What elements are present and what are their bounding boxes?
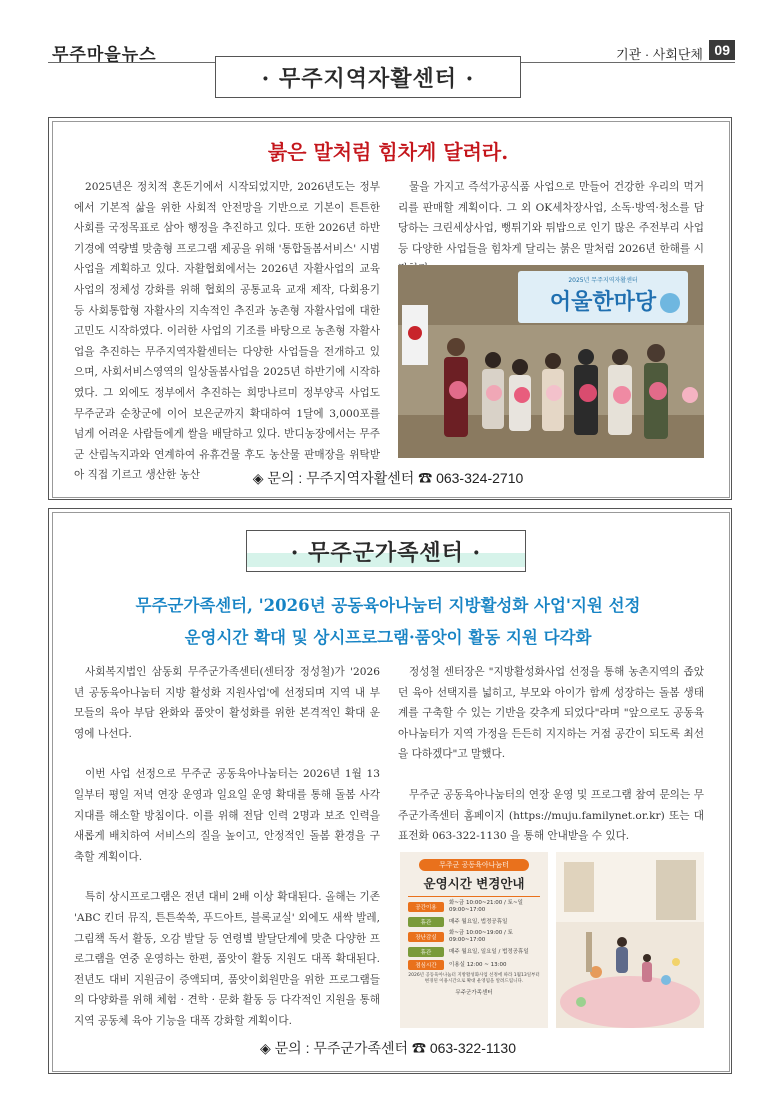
- poster-row-text: 매주 월요일, 법정공휴일: [449, 918, 508, 925]
- article1-left-column: [74, 177, 380, 486]
- article2-contact: [60, 1038, 716, 1058]
- article2-right-paragraph-2: 무주군 공동육아나눔터의 연장 운영 및 프로그램 참여 문의는 무주군가족센터 홈페이지 (https://muju.familynet.or.kr) 또는 대표전화 063-322-1130 을 통해 안내받을 수 있다.: [398, 788, 704, 843]
- poster-title: 운영시간 변경안내: [423, 876, 525, 891]
- article2-left-column: [74, 662, 380, 1032]
- article2-left-paragraph-1: 사회복지법인 삼동회 무주군가족센터(센터장 정성철)가 '2026년 공동육아나눔터 지방 활성화 지원사업'에 선정되며 지역 내 부모들의 육아 부담 완화와 품앗이 활성화를 위한 본격적인 확대 운영에 나선다.: [74, 666, 380, 740]
- article2-playroom-photo: [556, 852, 704, 1028]
- poster-row-label: 휴관: [408, 917, 444, 927]
- poster-rows: [408, 900, 540, 970]
- article2-schedule-poster: [400, 852, 548, 1028]
- photo-banner-small: 2025년 무주지역자활센터: [568, 277, 638, 284]
- article2-left-paragraph-2: 이번 사업 선정으로 무주군 공동육아나눔터는 2026년 1월 13일부터 평일 저녁 연장 운영과 일요일 운영 확대를 통해 돌봄 사각지대를 해소할 방침이다. 이를 위해 전담 인력 2명과 보조 인력을 새롭게 배치하여 서비스의 질을 높이고, 안정적인 돌봄 환경을 구축할 계획이다.: [74, 768, 380, 863]
- poster-note: 2026년 공동육아나눔터 지방활성화사업 선정에 따라 1월13일부터 변경된 이용시간으로 확대 운영됨을 알려드립니다.: [408, 973, 540, 984]
- poster-row-label: 공간이용: [408, 902, 444, 912]
- article1-contact-phone: 063-324-2710: [436, 470, 524, 486]
- article2-section-title: [246, 530, 526, 572]
- telephone-icon: ☎: [418, 470, 433, 486]
- article2-right-column: [398, 662, 704, 847]
- article1-right-text: 물을 가지고 즉석가공식품 사업으로 만들어 건강한 우리의 먹거리를 판매할 계획이다. 그 외 OK세차장사업, 소독·방역·청소를 담당하는 크린세상사업, 뻥튀기와 튀밥으로 인기 많은 주전부리 사업 등 다양한 사업들을 힘차게 달리는 붉은 말처럼 2026년 한해를 시: [398, 181, 704, 255]
- article1-headline: 붉은 말처럼 힘차게 달려라.: [267, 140, 509, 164]
- poster-logo-text: 무주군가족센터: [455, 990, 493, 996]
- article1-contact-prefix: ◈ 문의 : 무주지역자활센터: [252, 470, 415, 486]
- article2-left-paragraph-3: 특히 상시프로그램은 전년 대비 2배 이상 확대된다. 올해는 기존 'ABC 킨더 뮤직, 튼튼쑥쑥, 푸드아트, 블록교실' 외에도 새싹 발레, 그림책 독서 활동, 오감 발달 등 연령별 발달단계에 맞춘 다양한 프로그램을 연중 운영하는 한편, 품앗이 활동 지원도 대폭 확대된다. 전년도 대비 지원금이 증액되며, 품앗이회원만을 위한 프로그램들의 다양화를 위해 체험 · 견학 · 문화 활동 등 다각적인 지원을 통해 지역 공동체 육아 기능을 대폭 강화할 계획이다.: [74, 891, 380, 1027]
- poster-divider: [408, 896, 540, 897]
- article2-right-paragraph-1: 정성철 센터장은 "지방활성화사업 선정을 통해 농촌지역의 좁았던 육아 선택지를 넓히고, 부모와 아이가 함께 성장하는 돌봄 생태계를 구축할 수 있는 기반을 갖추게 되었다"라며 "앞으로도 공동육아나눔터가 지역 가정을 든든히 지지하는 거점 공간이 되도록 최선을 다하겠다"고 말했다.: [398, 666, 704, 761]
- poster-row-text: 매주 월요일, 일요일 / 법정공휴일: [449, 948, 529, 955]
- telephone-icon: ☎: [411, 1040, 426, 1056]
- masthead-logo: 무주마을뉴스: [52, 45, 157, 65]
- article2-contact-prefix: ◈ 문의 : 무주군가족센터: [260, 1040, 409, 1056]
- article1-section-title: [215, 56, 521, 98]
- article2-contact-phone: 063-322-1130: [429, 1040, 516, 1056]
- poster-tag: 무주군 공동육아나눔터: [419, 859, 529, 871]
- section-label: 기관 · 사회단체: [616, 47, 703, 62]
- article2-headline-line2: 운영시간 확대 및 상시프로그램·품앗이 활동 지원 다각화: [184, 628, 592, 647]
- poster-row-text: 이용실 12:00 ~ 13:00: [449, 961, 507, 968]
- poster-row-label: 장난감실: [408, 932, 444, 942]
- page-number: 09: [709, 40, 735, 60]
- poster-row: [408, 900, 540, 914]
- article2-headline-line1: 무주군가족센터, '2026년 공동육아나눔터 지방활성화 사업'지원 선정: [135, 596, 641, 615]
- poster-row: [408, 960, 540, 970]
- article1-left-text: 2025년은 정치적 혼돈기에서 시작되었지만, 2026년도는 정부에서 기본적 삶을 위한 사회적 안전망을 기반으로 기본이 튼튼한 사회를 국정목표로 삼아 행정을 추진하고 있다. 또한 2026년 하반기경에 역량별 맞춤형 프로그램 제공을 위해 '통합돌봄서비스' 시범사업을 계획하고 있다. 자활협회에서는 2026년 자활사업의 교육사업의 정체성 강화를 위해 협회의 공통교육 교재 제작, 다회용기 등 사회통합형 자활사의 지속적인 추진과 농촌형 자활사업에 대한 고민도 시작하였다. 이러한 사업의 기조를 바탕으로 농촌형 자활사업을 추진하는 무주지역자활센터는 다양한 사업들을 전개하고 있으며, 사회서비스영역의 일상돌봄사업을 2025년 하반기에 시작하였다. 그 외에도 정부에서 추진하는 희망나르미 정부양곡 사업도 무주군과 순창군에 이어 보은군까지 확대하여 1달에 3,000포를 넘게 어려운 사람들에게 쌀을 배달하고 있다. 반디농장에서는 무주군 산림녹지과와 연계하여 유휴건물 후도 농산물 판매장을 위탁받아 직접 기르고 생산한 농산: [74, 181, 380, 482]
- article1-contact: [60, 468, 716, 488]
- poster-row-label: 휴관: [408, 947, 444, 957]
- poster-row: [408, 947, 540, 957]
- article1-event-photo: [398, 265, 704, 458]
- poster-row: [408, 930, 540, 944]
- poster-row-text: 화~금 10:00~19:00 / 토 09:00~17:00: [449, 930, 513, 943]
- poster-row-text: 화~금 10:00~21:00 / 토~일 09:00~17:00: [449, 900, 523, 913]
- poster-row: [408, 917, 540, 927]
- poster-row-label: 점심시간: [408, 960, 444, 970]
- article1-section-title-text: · 무주지역자활센터 ·: [261, 65, 475, 92]
- article2-section-title-text: · 무주군가족센터 ·: [290, 539, 482, 566]
- photo-banner-text: 어울한마당: [549, 289, 657, 315]
